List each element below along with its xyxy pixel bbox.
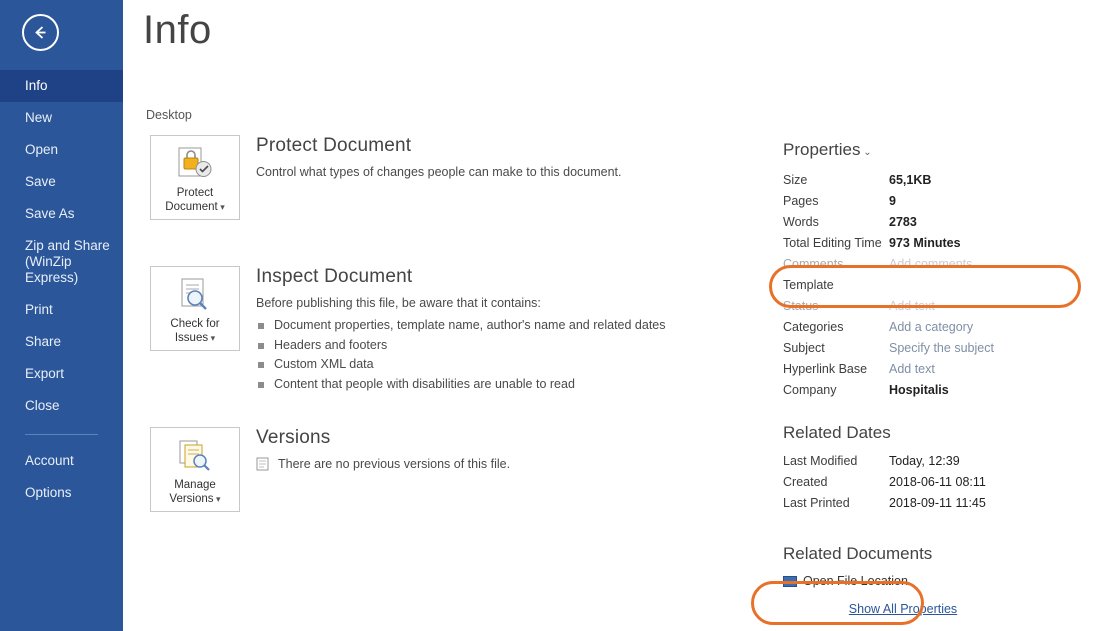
- open-file-location-link[interactable]: [783, 574, 1103, 588]
- property-row-subject[interactable]: [783, 338, 1103, 359]
- property-value: Add text: [889, 299, 935, 313]
- chevron-down-icon: ▾: [213, 494, 221, 504]
- property-row-hyperlink-base[interactable]: [783, 359, 1103, 380]
- versions-description-row: [256, 455, 766, 473]
- property-row-company[interactable]: [783, 380, 1103, 401]
- list-item: Document properties, template name, author's name and related dates: [256, 316, 766, 336]
- property-key: Categories: [783, 320, 844, 334]
- related-dates-group: [783, 423, 1103, 514]
- properties-panel: [783, 140, 1103, 618]
- sidebar-item-label: Export: [25, 366, 65, 381]
- manage-versions-button-label-1: Manage: [174, 479, 216, 491]
- sidebar-item-save[interactable]: [0, 166, 123, 198]
- related-date-key: Created: [783, 475, 828, 489]
- section-protect-document: [146, 135, 766, 230]
- protect-document-button-label-1: Protect: [176, 187, 214, 199]
- chevron-down-icon: ▾: [208, 333, 216, 343]
- property-row-status[interactable]: [783, 296, 1103, 317]
- sidebar-item-label: New: [25, 110, 53, 125]
- sidebar-item-new[interactable]: [0, 102, 123, 134]
- sidebar-item-label: Save: [25, 174, 56, 189]
- related-date-row-created[interactable]: [783, 472, 1103, 493]
- show-all-properties-container: [783, 600, 1023, 618]
- info-sections: [146, 135, 766, 558]
- property-key: Words: [783, 215, 819, 229]
- property-row-comments[interactable]: [783, 254, 1103, 275]
- sidebar-item-label: Options: [25, 485, 72, 500]
- sidebar-item-label: Info: [25, 78, 48, 93]
- property-key: Pages: [783, 194, 819, 208]
- section-inspect-document: [146, 266, 766, 391]
- chevron-down-icon: ⌄: [860, 147, 872, 158]
- monitor-icon: [783, 576, 797, 587]
- sidebar-item-label: Print: [25, 302, 53, 317]
- sidebar-item-label: Save As: [25, 206, 75, 221]
- sidebar-item-export[interactable]: [0, 358, 123, 390]
- list-item: Content that people with disabilities are unable to read: [256, 375, 766, 395]
- inspect-document-bullets: [256, 316, 766, 394]
- property-value: Add a category: [889, 320, 974, 334]
- sidebar-item-print[interactable]: [0, 294, 123, 326]
- check-for-issues-button-label-1: Check for: [170, 318, 220, 330]
- protect-document-description: Control what types of changes people can make to this document.: [256, 165, 622, 179]
- property-row-template[interactable]: [783, 275, 1103, 296]
- inspect-document-description: Before publishing this file, be aware that it contains:: [256, 296, 541, 310]
- chevron-down-icon: ▾: [217, 202, 225, 212]
- related-date-value: Today, 12:39: [889, 454, 960, 468]
- property-key: Comments: [783, 257, 844, 271]
- related-documents-group: [783, 544, 1103, 618]
- related-date-value: 2018-06-11 08:11: [889, 475, 986, 489]
- property-value: Add comments: [889, 257, 973, 271]
- property-value: Hospitalis: [889, 383, 949, 397]
- versions-document-icon: [175, 436, 215, 476]
- sidebar-item-label: Zip and Share (WinZip Express): [25, 238, 110, 285]
- sidebar-item-account[interactable]: [0, 445, 123, 477]
- sidebar-item-open[interactable]: [0, 134, 123, 166]
- document-name: Desktop: [146, 108, 192, 122]
- section-versions: [146, 427, 766, 522]
- sidebar-item-close[interactable]: [0, 390, 123, 422]
- sidebar-item-label: Share: [25, 334, 62, 349]
- related-date-key: Last Printed: [783, 496, 850, 510]
- property-key: Size: [783, 173, 808, 187]
- related-dates-heading: Related Dates: [783, 423, 891, 442]
- check-for-issues-button-label-2: Issues: [174, 332, 209, 344]
- property-row-words[interactable]: [783, 212, 1103, 233]
- magnifier-document-icon: [175, 275, 215, 315]
- related-date-row-last-modified[interactable]: [783, 451, 1103, 472]
- sidebar-item-label: Close: [25, 398, 60, 413]
- manage-versions-button[interactable]: [150, 427, 240, 512]
- related-date-row-last-printed[interactable]: [783, 493, 1103, 514]
- protect-document-button-label-2: Document: [165, 201, 218, 213]
- open-file-location-label: Open File Location: [803, 574, 908, 588]
- property-key: Company: [783, 383, 837, 397]
- property-value: 65,1KB: [889, 173, 932, 187]
- property-row-total-editing-time[interactable]: [783, 233, 1103, 254]
- manage-versions-button-label-2: Versions: [169, 493, 214, 505]
- versions-description: There are no previous versions of this file.: [278, 457, 511, 471]
- sidebar-item-label: Open: [25, 142, 59, 157]
- check-for-issues-button[interactable]: [150, 266, 240, 351]
- page-title: Info: [143, 8, 212, 52]
- protect-document-button[interactable]: [150, 135, 240, 220]
- related-date-key: Last Modified: [783, 454, 858, 468]
- property-key: Status: [783, 299, 819, 313]
- related-date-value: 2018-09-11 11:45: [889, 496, 986, 510]
- sidebar-item-options[interactable]: [0, 477, 123, 509]
- properties-heading-label: Properties: [783, 140, 861, 159]
- sidebar-item-label: Account: [25, 453, 74, 468]
- property-key: Total Editing Time: [783, 236, 882, 250]
- sidebar-divider: [25, 434, 98, 435]
- property-row-pages[interactable]: [783, 191, 1103, 212]
- property-value: 973 Minutes: [889, 236, 961, 250]
- property-key: Subject: [783, 341, 825, 355]
- property-key: Template: [783, 278, 834, 292]
- property-value: Specify the subject: [889, 341, 994, 355]
- property-row-size[interactable]: [783, 170, 1103, 191]
- properties-heading[interactable]: [783, 140, 1103, 160]
- list-item: Headers and footers: [256, 336, 766, 356]
- versions-title: Versions: [256, 427, 331, 448]
- document-icon: [256, 457, 269, 476]
- property-row-categories[interactable]: [783, 317, 1103, 338]
- list-item: Custom XML data: [256, 355, 766, 375]
- back-arrow-icon[interactable]: [22, 14, 59, 51]
- property-value: 2783: [889, 215, 917, 229]
- sidebar-nav: [0, 70, 123, 509]
- protect-document-title: Protect Document: [256, 135, 412, 156]
- related-documents-heading: Related Documents: [783, 544, 933, 563]
- sidebar-item-share[interactable]: [0, 326, 123, 358]
- inspect-document-title: Inspect Document: [256, 266, 413, 287]
- sidebar-item-save-as[interactable]: [0, 198, 123, 230]
- property-key: Hyperlink Base: [783, 362, 868, 376]
- show-all-properties-link[interactable]: Show All Properties: [848, 602, 958, 616]
- lock-shield-icon: [175, 144, 215, 184]
- properties-list: [783, 170, 1103, 401]
- sidebar-item-zip-and-share[interactable]: [0, 230, 123, 294]
- sidebar-item-info[interactable]: [0, 70, 123, 102]
- property-value: 9: [889, 194, 896, 208]
- property-value: Add text: [889, 362, 935, 376]
- sidebar: [0, 0, 123, 631]
